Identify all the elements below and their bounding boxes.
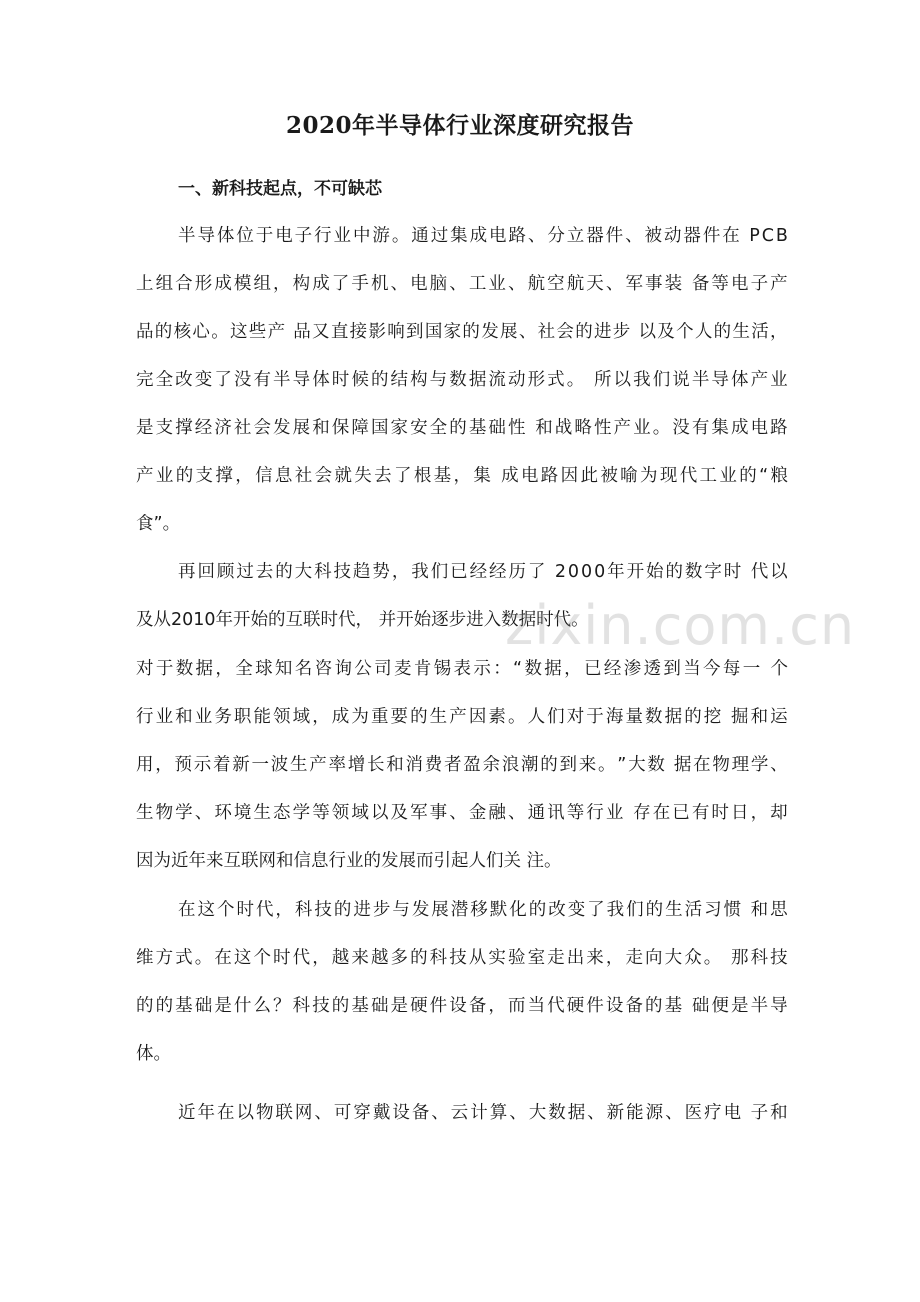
watermark: zixin.com.cn [505, 594, 856, 657]
body-line: 完 全 改 变 了 没 有 半 导 体 时 候 的 结 构 与 数 据 流 动 形 式 。 所 以 我 们 说 半 导 体 产 业 [136, 370, 788, 390]
body-line: 用 ， 预 示 着 新 一 波 生 产 率 增 长 和 消 费 者 盈 余 浪 潮 的 到 来 。 ” 大 数 据 在 物 理 学 、 [136, 755, 788, 775]
body-line: 生 物 学 、 环 境 生 态 学 等 领 域 以 及 军 事 、 金 融 、 通 讯 等 行 业 存 在 已 有 时 日 ， 却 [136, 803, 788, 823]
body-line: 维 方 式 。 在 这 个 时 代 ， 越 来 越 多 的 科 技 从 实 验 室 走 出 来 ， 走 向 大 众 。 那 科 技 [136, 948, 788, 968]
body-line: 因为近年来互联网和信息行业的发展而引起人们关 注。 [136, 851, 562, 871]
section-heading: 一、新科技起点，不可缺芯 [178, 179, 382, 199]
document-title: 2020年半导体行业深度研究报告 [285, 112, 634, 139]
body-line: 上 组 合 形 成 模 组 ， 构 成 了 手 机 、 电 脑 、 工 业 、 航 空 航 天 、 军 事 装 备 等 电 子 产 [136, 274, 788, 294]
body-line: 体。 [136, 1044, 171, 1064]
body-line: 食”。 [136, 514, 181, 534]
body-line: 品 的 核 心 。 这 些 产 品 又 直 接 影 响 到 国 家 的 发 展 、 社 会 的 进 步 以 及 个 人 的 生 活 ， [136, 322, 788, 342]
body-line: 再 回 顾 过 去 的 大 科 技 趋 势 ， 我 们 已 经 经 历 了 2 0 0 0 年 开 始 的 数 字 时 代 以 [178, 562, 788, 582]
body-line: 及从2010年开始的互联时代， 并开始逐步进入数据时代。 [136, 610, 589, 630]
body-line: 对 于 数 据 ， 全 球 知 名 咨 询 公 司 麦 肯 锡 表 示 ： “ 数 据 ， 已 经 渗 透 到 当 今 每 一 个 [136, 659, 788, 679]
body-line: 是 支 撑 经 济 社 会 发 展 和 保 障 国 家 安 全 的 基 础 性 和 战 略 性 产 业 。 没 有 集 成 电 路 [136, 418, 788, 438]
body-line: 半 导 体 位 于 电 子 行 业 中 游 。 通 过 集 成 电 路 、 分 立 器 件 、 被 动 器 件 在 P C B [178, 226, 788, 246]
body-line: 的 的 基 础 是 什 么 ？ 科 技 的 基 础 是 硬 件 设 备 ， 而 当 代 硬 件 设 备 的 基 础 便 是 半 导 [136, 996, 788, 1016]
body-line: 在 这 个 时 代 ， 科 技 的 进 步 与 发 展 潜 移 默 化 的 改 变 了 我 们 的 生 活 习 惯 和 思 [178, 900, 788, 920]
body-line: 近 年 在 以 物 联 网 、 可 穿 戴 设 备 、 云 计 算 、 大 数 据 、 新 能 源 、 医 疗 电 子 和 [178, 1103, 788, 1123]
body-line: 产 业 的 支 撑 ， 信 息 社 会 就 失 去 了 根 基 ， 集 成 电 路 因 此 被 喻 为 现 代 工 业 的 “ 粮 [136, 466, 788, 486]
body-line: 行 业 和 业 务 职 能 领 域 ， 成 为 重 要 的 生 产 因 素 。 人 们 对 于 海 量 数 据 的 挖 掘 和 运 [136, 707, 788, 727]
